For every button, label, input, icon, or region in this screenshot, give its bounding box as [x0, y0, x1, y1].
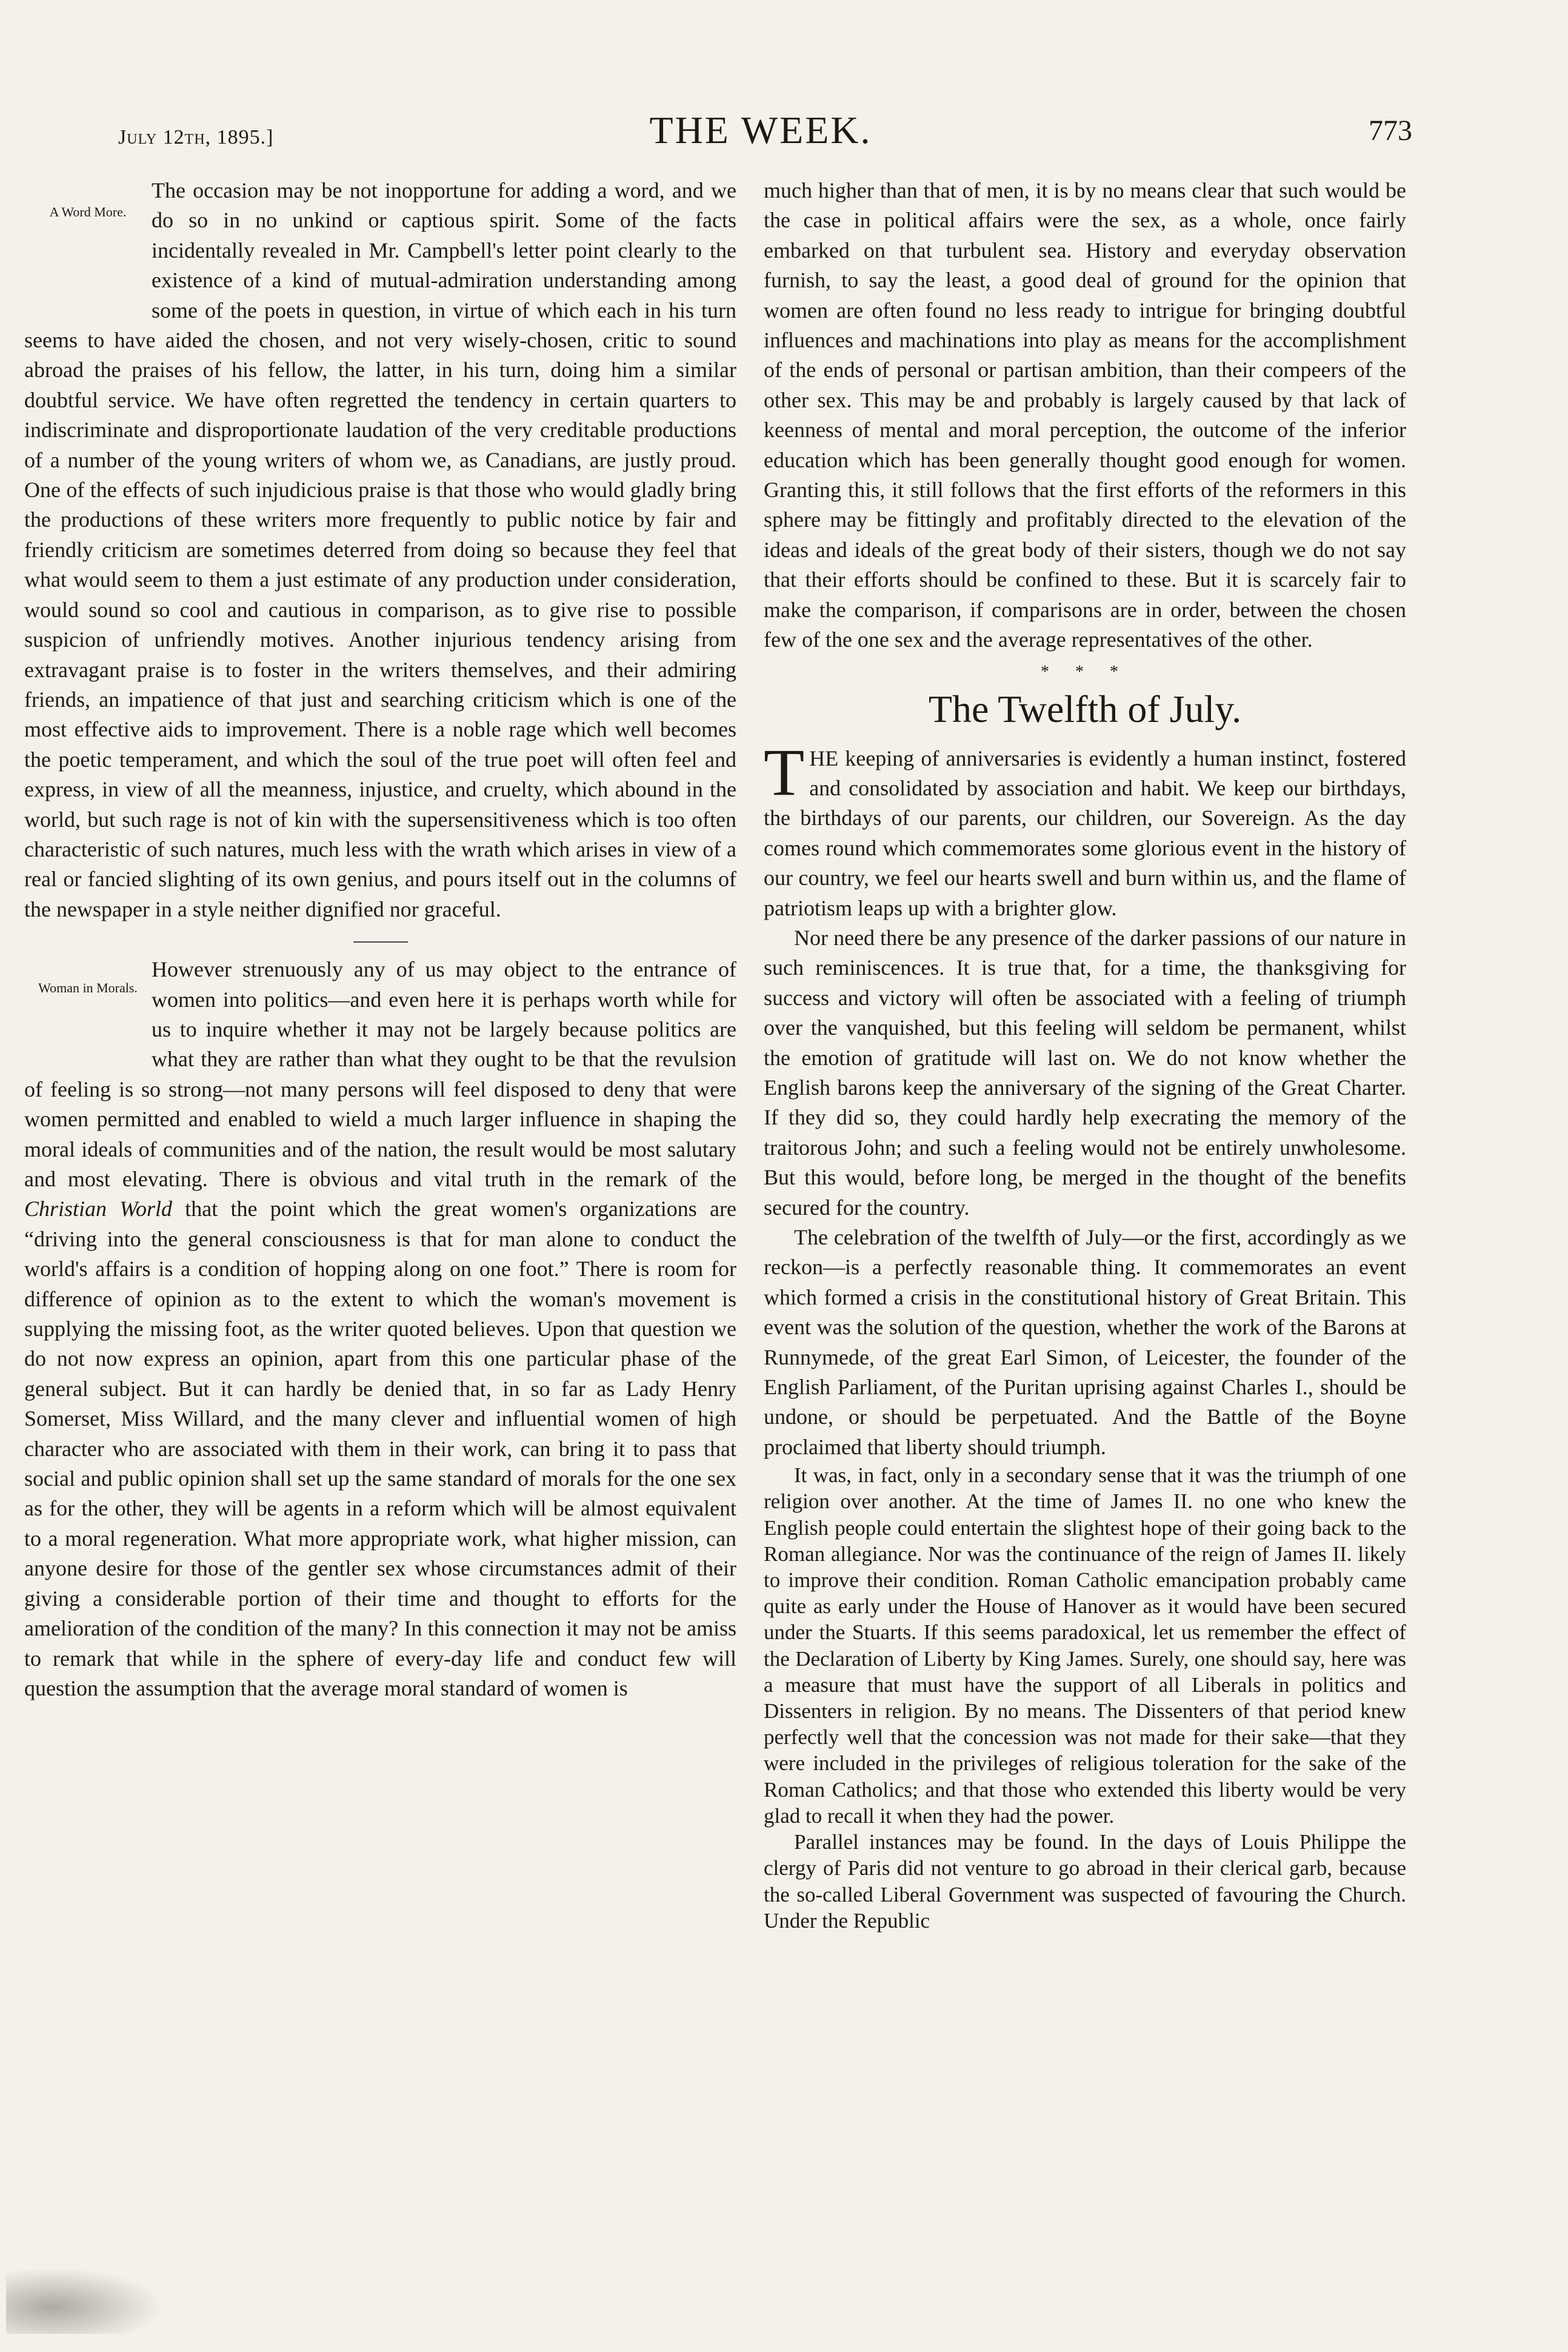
- drop-cap: T: [764, 735, 805, 809]
- article-paragraph-5: Parallel instances may be found. In the days of Louis Philippe the clergy of Paris did not venture to go abroad in their clerical garb, because the so-called Liberal Government was suspected of favouring the Church. Under the Republic: [764, 1830, 1406, 1933]
- paragraph-text: HE keeping of anniversaries is evidently a human instinct, fostered and consolidated by association and habit. We keep our birthdays, the birthdays of our parents, our children, our Sovereign. As the day comes round which commemorates some glorious event in the history of our country, we feel our hearts swell and burn within us, and the flame of patriotism leaps up with a brighter glow.: [764, 746, 1406, 920]
- article-paragraph-3: The celebration of the twelfth of July—or the first, accordingly as we reckon—is a perfectly reasonable thing. It commemorates an event which formed a crisis in the constitutional history of Great Britain. This event was the solution of the question, whether the work of the Barons at Runnymede, of the great Earl Simon, of Leicester, the founder of the English Parliament, of the Puritan uprising against Charles I., should be undone, or should be perpetuated. And the Battle of the Boyne proclaimed that liberty should triumph.: [764, 1225, 1406, 1459]
- right-column: [764, 176, 1406, 1934]
- sidenote-a-word-more: A Word More.: [49, 204, 127, 219]
- section-ornament: * * *: [1041, 662, 1129, 681]
- article-title: The Twelfth of July.: [928, 687, 1242, 730]
- page-number: 773: [1369, 115, 1412, 147]
- paragraph-text-part: that the point which the great women's organizations are “driving into the general consciousness is that for man alone to conduct the world's affairs is a condition of hopping along on one foot.” There is room for difference of opinion as to the extent to which the woman's movement is supplying the missing foot, as the writer quoted believes. Upon that question we do not now express an opinion, apart from this one particular phase of the general subject. But it can hardly be denied that, in so far as Lady Henry Somerset, Miss Willard, and the many clever and influential women of high character who are associated with them in their work, can bring it to pass that social and public opinion shall set up the same standard of morals for the one sex as for the other, they will be agents in a reform which will be almost equivalent to a moral regeneration. What more appropriate work, what higher mission, can anyone desire for those of the gentler sex whose circumstances admit of their giving a considerable portion of their time and thought to efforts for the amelioration of the condition of the many? In this connection it may not be amiss to remark that while in the sphere of every-day life and conduct few will question the assumption that the average moral standard of women is: [24, 1197, 736, 1700]
- paragraph-continued: much higher than that of men, it is by no means clear that such would be the case in political affairs were the sex, as a whole, once fairly embarked on that turbulent sea. History and everyday observation furnish, to say the least, a good deal of ground for the opinion that women are often found no less ready to intrigue for bringing doubtful influences and machinations into play as means for the accomplishment of the ends of personal or partisan ambition, than their compeers of the other sex. This may be and probably is largely caused by that lack of keenness of mental and moral perception, the outcome of the inferior education which has been generally thought good enough for women. Granting this, it still follows that the first efforts of the reformers in this sphere may be fittingly and profitably directed to the elevation of the ideas and ideals of the great body of their sisters, though we do not say that their efforts should be confined to these. But it is scarcely fair to make the comparison, if comparisons are in order, between the chosen few of the one sex and the average representatives of the other.: [764, 178, 1406, 652]
- issue-date: July 12th, 1895.]: [118, 126, 274, 149]
- page-header: [109, 108, 1412, 162]
- paragraph-a-word-more: The occasion may be not inopportune for adding a word, and we do so in no unkind or captious spirit. Some of the facts incidentally revealed in Mr. Campbell's letter point clearly to the existence of a kind of mutual-admiration understanding among some of the poets in question, in virtue of which each in his turn seems to have aided the chosen, and not very wisely-chosen, critic to sound abroad the praises of his fellow, the latter, in his turn, doing him a similar doubtful service. We have often regretted the tendency in certain quarters to indiscriminate and disproportionate laudation of the very creditable productions of a number of the young writers of whom we, as Canadians, are justly proud. One of the effects of such injudicious praise is that those who would gladly bring the productions of these writers more frequently to public notice by fair and friendly criticism are sometimes deterred from doing so because they feel that what would seem to them a just estimate of any production under consideration, would sound so cool and cautious in comparison, as to give rise to possible suspicion of unfriendly motives. Another injurious tendency arising from extravagant praise is to foster in the writers themselves, and their admiring friends, an impatience of that just and searching criticism which is one of the most effective aids to improvement. There is a noble rage which well becomes the poetic temperament, and which the soul of the true poet will often feel and express, in view of all the meanness, injustice, and cruelty, which abound in the world, but such rage is not of kin with the supersensitiveness which is too often characteristic of such natures, much less with the wrath which arises in view of a real or fancied slighting of its own genius, and pours itself out in the columns of the newspaper in a style neither dignified nor graceful.: [24, 178, 736, 921]
- article-paragraph-2: Nor need there be any presence of the darker passions of our nature in such reminiscences. It is true that, for a time, the thanksgiving for success and victory will often be associated with a feeling of triumph over the vanquished, but this feeling will seldom be permanent, whilst the emotion of gratitude will last on. We do not know whether the English barons keep the anniversary of the signing of the Great Charter. If they did so, they could hardly help execrating the memory of the traitorous John; and such a feeling would not be entirely unwholesome. But this would, before long, be merged in the thought of the benefits secured for the country.: [764, 925, 1406, 1220]
- publication-title: THE WEEK.: [649, 109, 872, 152]
- section-divider: [353, 941, 408, 943]
- sidenote-woman-in-morals: Woman in Morals.: [38, 980, 138, 996]
- paragraph-text-part: However strenuously any of us may object to the entrance of women into politics—and even here it is perhaps worth while for us to inquire whether it may not be largely because politics are what they are rather than what they ought to be that the revulsion of feeling is so strong—not many persons will feel disposed to deny that were women permitted and enabled to wield a much larger influence in shaping the moral ideals of communities and of the nation, the result would be most salutary and most elevating. There is obvious and vital truth in the remark of the: [24, 957, 736, 1191]
- left-column: [24, 176, 736, 1703]
- article-paragraph-1: [764, 735, 1406, 923]
- page-smudge: [6, 2267, 164, 2334]
- article-paragraph-4: It was, in fact, only in a secondary sense that it was the triumph of one religion over another. At the time of James II. no one who knew the English people could entertain the slightest hope of their going back to the Roman allegiance. Nor was the continuance of the reign of James II. likely to improve their condition. Roman Catholic emancipation probably came quite as early under the House of Hanover as it would have been secured under the Stuarts. If this seems paradoxical, let us remember the effect of the Declaration of Liberty by King James. Surely, one should say, here was a measure that must have the support of all Liberals in politics and Dissenters in religion. By no means. The Dissenters of that period knew perfectly well that the concession was not made for their sake—that they were included in the privileges of religious toleration for the sake of the Roman Catholics; and that those who extended this liberty would be very glad to recall it when they had the power.: [764, 1463, 1406, 1828]
- publication-reference: Christian World: [24, 1197, 172, 1221]
